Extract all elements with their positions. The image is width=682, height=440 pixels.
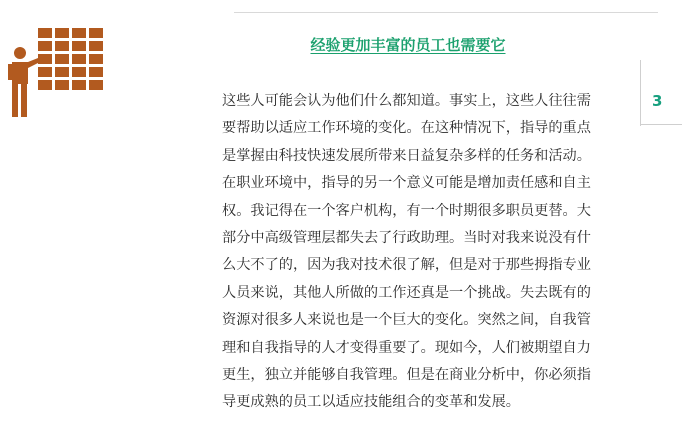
article-title: 经验更加丰富的员工也需要它	[310, 36, 506, 54]
body-line: 权。我记得在一个客户机构，有一个时期很多职员更替。大	[222, 202, 591, 219]
body-line: 理和自我指导的人才变得重要了。现如今，人们被期望自力	[222, 339, 591, 356]
presenter-with-chart-icon	[8, 26, 108, 121]
body-line: 么大不了的，因为我对技术很了解，但是对于那些拇指专业	[222, 257, 591, 274]
page-marker	[640, 60, 682, 126]
body-line: 导更成熟的员工以适应技能组合的变革和发展。	[222, 394, 520, 411]
body-line: 部分中高级管理层都失去了行政助理。当时对我来说没有什	[222, 229, 591, 246]
body-line: 是掌握由科技快速发展所带来日益复杂多样的任务和活动。	[222, 147, 591, 164]
body-line: 更生，独立并能够自我管理。但是在商业分析中，你必须指	[222, 366, 591, 383]
body-line: 资源对很多人来说也是一个巨大的变化。突然之间，自我管	[222, 312, 591, 329]
top-divider	[234, 12, 658, 13]
body-line: 在职业环境中，指导的另一个意义可能是增加责任感和自主	[222, 175, 591, 192]
article-body	[222, 88, 642, 417]
page-marker-horizontal-rule	[640, 124, 682, 125]
body-line: 要帮助以适应工作环境的变化。在这种情况下，指导的重点	[222, 120, 591, 137]
body-line: 人员来说，其他人所做的工作还真是一个挑战。失去既有的	[222, 284, 591, 301]
page-number: 3	[652, 92, 663, 110]
body-line: 这些人可能会认为他们什么都知道。事实上，这些人往往需	[222, 93, 591, 109]
